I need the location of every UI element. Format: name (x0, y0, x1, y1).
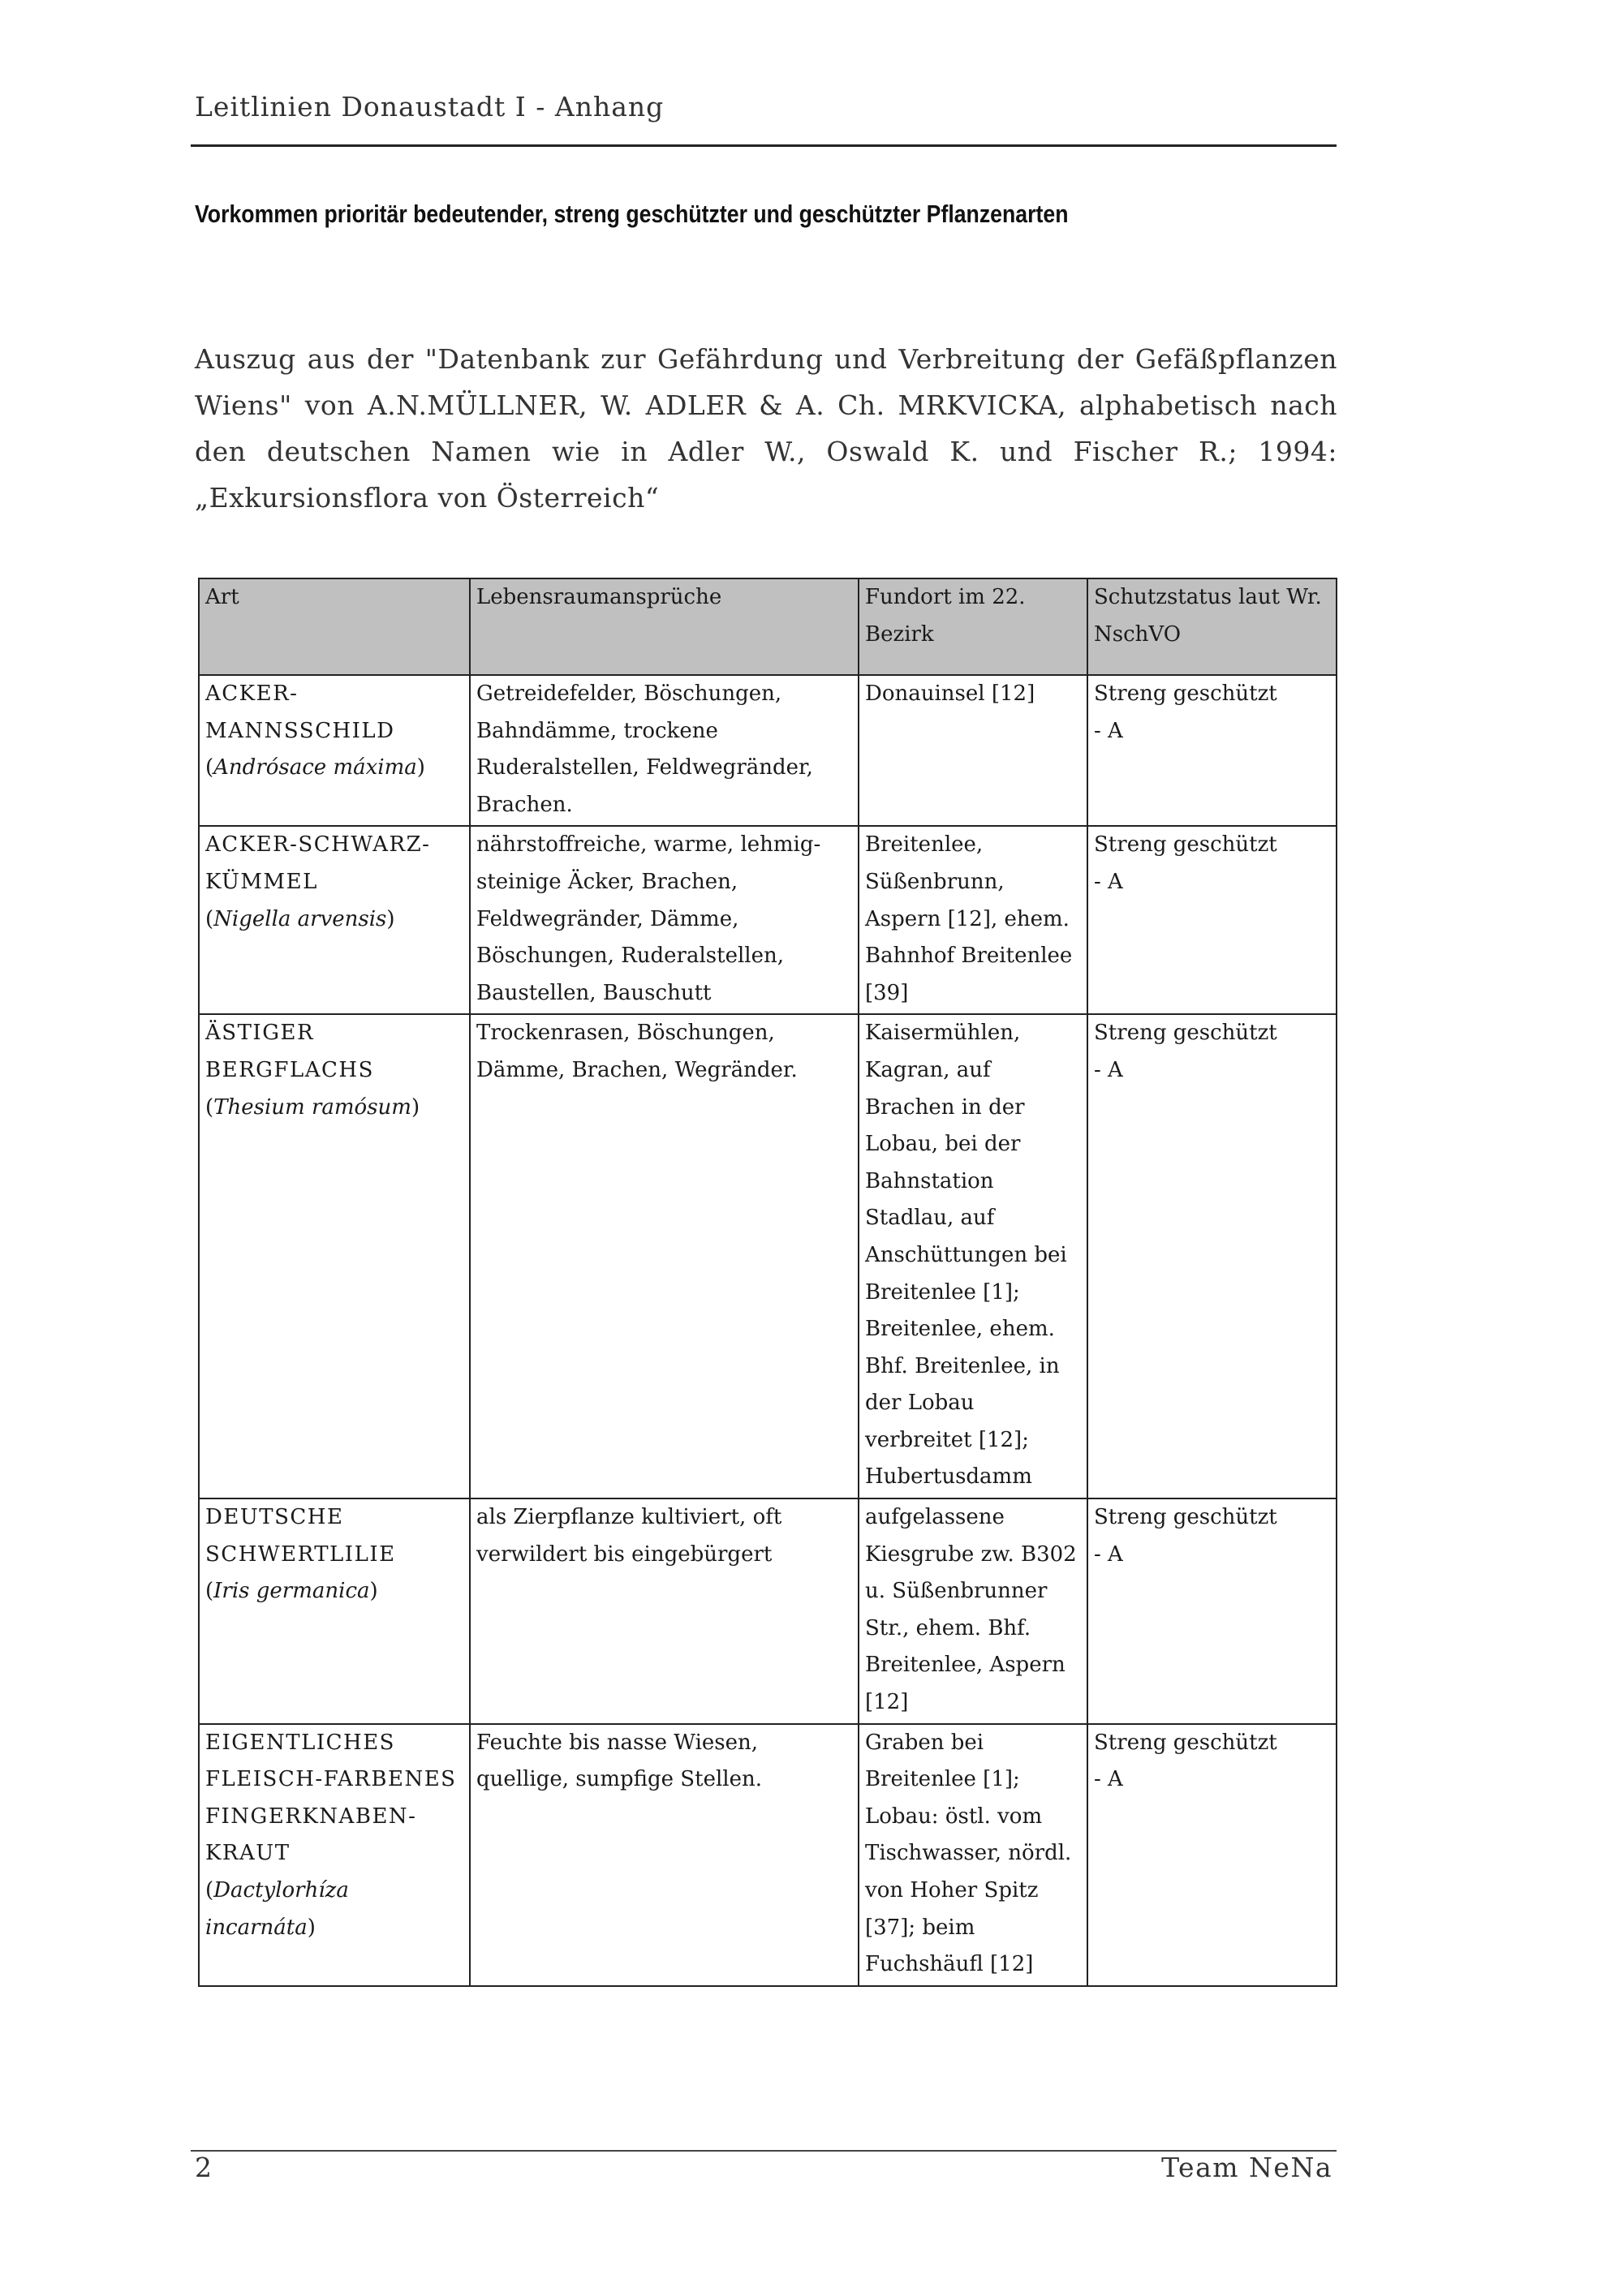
habitat-cell: Getreidefelder, Böschungen, Bahndämme, trockene Ruderalstellen, Feldwegränder, Brachen. (470, 675, 859, 826)
latin-open: ( (205, 1878, 214, 1903)
latin-name: Thesium ramósum (213, 1094, 411, 1120)
location-cell: aufgelassene Kiesgrube zw. B302 u. Süßenbrunner Str., ehem. Bhf. Breitenlee, Aspern [12] (859, 1498, 1087, 1724)
table-header-row (199, 578, 1337, 675)
location-cell: Kaisermühlen, Kagran, auf Brachen in der Lobau, bei der Bahnstation Stadlau, auf Anschüttungen bei Breitenlee [1]; Breitenlee, ehem. Bhf. Breitenlee, in der Lobau verbreitet [12]; Hubertusdamm (859, 1014, 1087, 1498)
species-cell (199, 1498, 470, 1724)
species-cell (199, 1724, 470, 1986)
status-cell (1087, 1724, 1337, 1986)
species-cell (199, 1014, 470, 1498)
latin-open: ( (205, 1579, 214, 1604)
status-cell (1087, 1498, 1337, 1724)
latin-close: ) (416, 755, 425, 780)
status-text: Streng geschützt (1094, 832, 1277, 858)
status-class: - A (1094, 1057, 1123, 1082)
status-text: Streng geschützt (1094, 1730, 1277, 1755)
habitat-cell: Trockenrasen, Böschungen, Dämme, Brachen, Wegränder. (470, 1014, 859, 1498)
section-heading: Vorkommen prioritär bedeutender, streng geschützter und geschützter Pflanzenarten (195, 200, 1069, 228)
page-number: 2 (195, 2152, 212, 2183)
latin-name: Nigella arvensis (213, 906, 387, 931)
species-name: ACKER-SCHWARZ-KÜMMEL (205, 832, 431, 894)
footer-team: Team NeNa (1161, 2152, 1332, 2183)
species-name: ÄSTIGER BERGFLACHS (205, 1021, 374, 1082)
latin-name: Iris germanica (213, 1579, 370, 1604)
latin-close: ) (307, 1915, 316, 1940)
table-row (199, 826, 1337, 1014)
status-text: Streng geschützt (1094, 1021, 1277, 1046)
status-cell (1087, 1014, 1337, 1498)
latin-name: Andrósace máxima (213, 755, 417, 780)
status-cell (1087, 826, 1337, 1014)
latin-open: ( (205, 755, 214, 780)
species-name: EIGENTLICHES FLEISCH-FARBENES FINGERKNABEN-KRAUT (205, 1730, 457, 1866)
latin-open: ( (205, 1094, 214, 1120)
latin-close: ) (386, 906, 395, 931)
page-header-title: Leitlinien Donaustadt I - Anhang (195, 91, 665, 123)
status-class: - A (1094, 1541, 1123, 1567)
table-row (199, 1498, 1337, 1724)
table-row (199, 675, 1337, 826)
habitat-cell: nährstoffreiche, warme, lehmig-steinige Äcker, Brachen, Feldwegränder, Dämme, Böschungen, Ruderalstellen, Baustellen, Bauschutt (470, 826, 859, 1014)
latin-close: ) (369, 1579, 378, 1604)
species-name: DEUTSCHE SCHWERTLILIE (205, 1505, 396, 1567)
column-header-art: Art (199, 578, 470, 675)
latin-open: ( (205, 906, 214, 931)
column-header-schutzstatus: Schutzstatus laut Wr. NschVO (1087, 578, 1337, 675)
location-cell: Graben bei Breitenlee [1]; Lobau: östl. vom Tischwasser, nördl. von Hoher Spitz [37]; beim Fuchshäufl [12] (859, 1724, 1087, 1986)
column-header-fundort: Fundort im 22. Bezirk (859, 578, 1087, 675)
status-cell (1087, 675, 1337, 826)
header-divider (191, 144, 1337, 147)
status-class: - A (1094, 869, 1123, 894)
table-row (199, 1014, 1337, 1498)
status-class: - A (1094, 718, 1123, 743)
habitat-cell: als Zierpflanze kultiviert, oft verwildert bis eingebürgert (470, 1498, 859, 1724)
location-cell: Donauinsel [12] (859, 675, 1087, 826)
intro-paragraph: Auszug aus der "Datenbank zur Gefährdung und Verbreitung der Gefäßpflanzen Wiens" von A.N.MÜLLNER, W. ADLER & A. Ch. MRKVICKA, alphabetisch nach den deutschen Namen wie in Adler W., Oswald K. und Fischer R.; 1994: „Exkursionsflora von Österreich“ (195, 343, 1337, 514)
species-cell (199, 826, 470, 1014)
latin-name: Dactylorhíza incarnáta (205, 1878, 349, 1940)
latin-close: ) (411, 1094, 420, 1120)
column-header-lebensraum: Lebensraumansprüche (470, 578, 859, 675)
status-text: Streng geschützt (1094, 681, 1277, 706)
location-cell: Breitenlee, Süßenbrunn, Aspern [12], ehem. Bahnhof Breitenlee [39] (859, 826, 1087, 1014)
species-name: ACKER-MANNSSCHILD (205, 681, 395, 743)
table-row (199, 1724, 1337, 1986)
habitat-cell: Feuchte bis nasse Wiesen, quellige, sumpfige Stellen. (470, 1724, 859, 1986)
species-cell (199, 675, 470, 826)
status-text: Streng geschützt (1094, 1505, 1277, 1530)
species-table (198, 578, 1337, 1987)
status-class: - A (1094, 1767, 1123, 1792)
